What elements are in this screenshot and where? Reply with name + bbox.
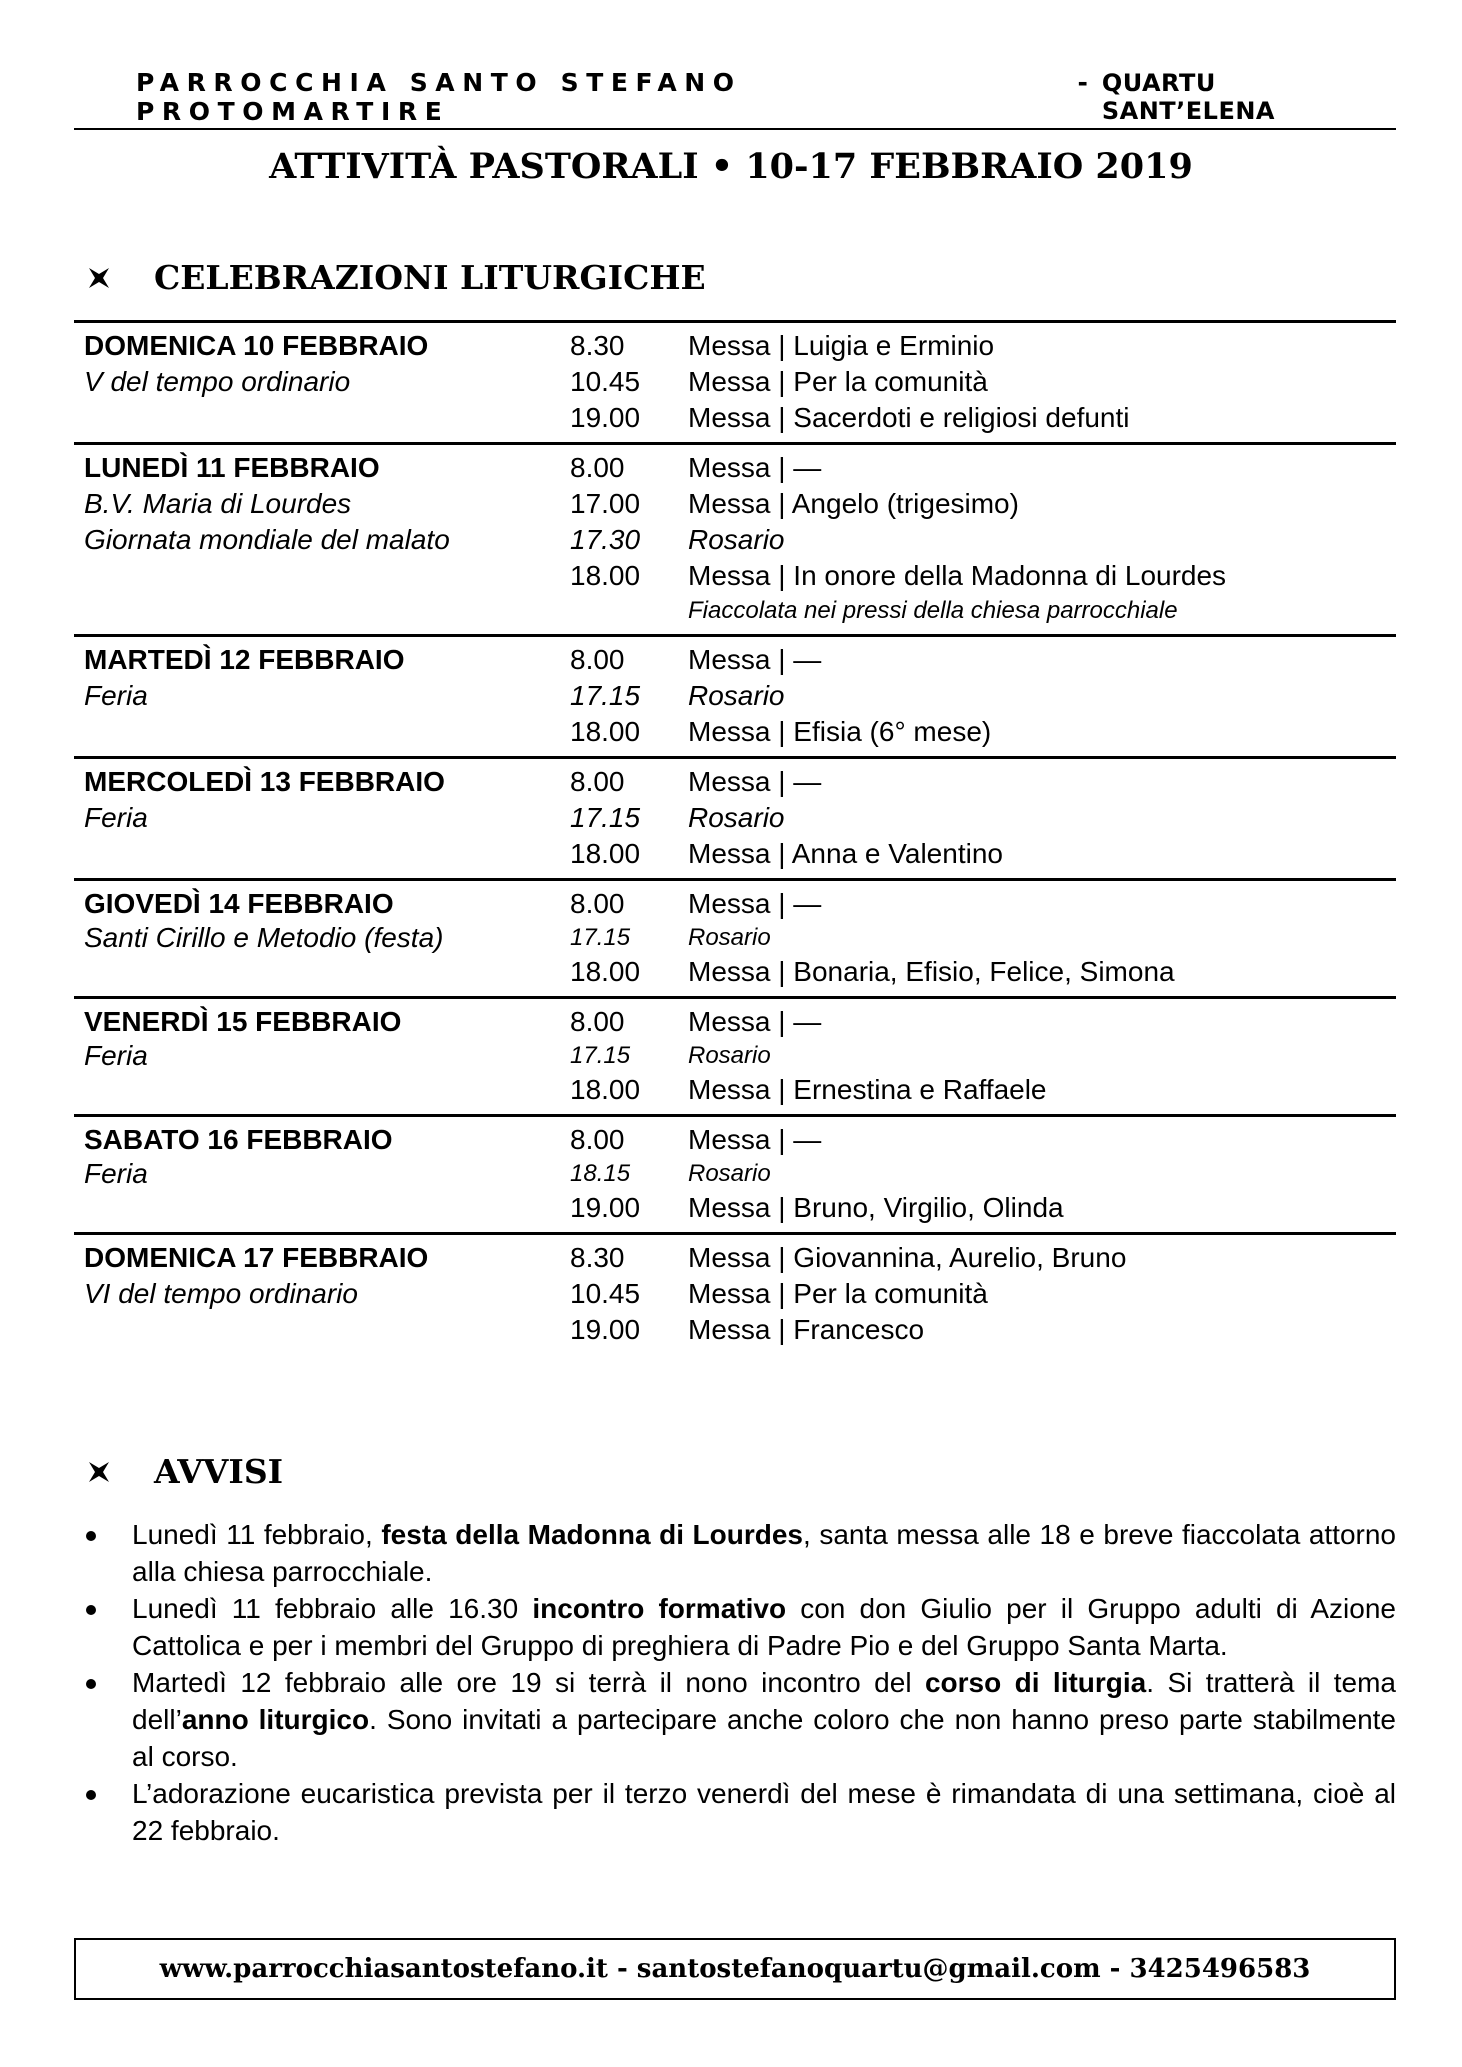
day-block: [74, 442, 1396, 634]
day-description: VI del tempo ordinario: [84, 1278, 358, 1309]
schedule-row: [74, 836, 1396, 872]
event-text: Messa | —: [688, 888, 822, 919]
avviso-text: [132, 1516, 1396, 1590]
day-block: [74, 878, 1396, 996]
event-text: Messa | Per la comunità: [688, 366, 988, 397]
bullet-icon: [74, 1775, 132, 1849]
parish-city: QUARTU SANT’ELENA: [1101, 69, 1276, 125]
event-text: Messa | Per la comunità: [688, 1278, 988, 1309]
avviso-segment: L’adorazione eucaristica prevista per il terzo venerdì del mese è rimandata di una settimana, cioè al 22 febbraio.: [132, 1778, 1396, 1846]
event-time: 17.15: [570, 802, 641, 833]
event-time: 17.15: [570, 924, 631, 951]
event-time: 18.15: [570, 1160, 631, 1187]
schedule-row: [74, 522, 1396, 558]
event-time: 18.00: [570, 716, 641, 747]
avviso-segment: Lunedì 11 febbraio,: [132, 1519, 382, 1550]
avviso-item: [74, 1664, 1396, 1775]
avviso-text: [132, 1775, 1396, 1849]
cross-star-icon: [88, 267, 110, 289]
avviso-segment: Martedì 12 febbraio alle ore 19 si terrà il nono incontro del: [132, 1667, 925, 1698]
avviso-segment: . Sono invitati a partecipare anche coloro che non hanno preso parte stabilmente al corso.: [132, 1704, 1396, 1772]
schedule-row: [74, 594, 1396, 628]
cross-star-icon: [88, 1461, 110, 1483]
day-description: Giornata mondiale del malato: [84, 524, 450, 555]
parish-header: [74, 68, 1396, 130]
day-block: [74, 1232, 1396, 1354]
avviso-highlight: corso di liturgia: [924, 1667, 1147, 1698]
day-description: Feria: [84, 1158, 148, 1189]
event-time: 8.30: [570, 1242, 625, 1273]
event-time: 8.00: [570, 766, 625, 797]
schedule-row: [74, 764, 1396, 800]
event-time: 18.00: [570, 1074, 641, 1105]
avviso-text: [132, 1590, 1396, 1664]
bullet-icon: [74, 1516, 132, 1590]
avviso-text: [132, 1664, 1396, 1775]
day-description: V del tempo ordinario: [84, 366, 351, 397]
event-text: Messa | Efisia (6° mese): [688, 716, 992, 747]
event-time: 17.15: [570, 680, 641, 711]
schedule-row: [74, 1276, 1396, 1312]
schedule-row: [74, 1240, 1396, 1276]
day-name: MERCOLEDÌ 13 FEBBRAIO: [84, 766, 445, 797]
event-text: Messa | —: [688, 1006, 822, 1037]
celebrazioni-heading: [88, 258, 706, 297]
schedule-row: [74, 1158, 1396, 1190]
event-text: Messa | Angelo (trigesimo): [688, 488, 1019, 519]
event-time: 8.00: [570, 452, 625, 483]
day-description: Santi Cirillo e Metodio (festa): [84, 922, 444, 953]
header-separator: -: [1077, 68, 1088, 97]
schedule-row: [74, 1190, 1396, 1226]
avviso-item: [74, 1590, 1396, 1664]
day-name: DOMENICA 10 FEBBRAIO: [84, 330, 429, 361]
event-time: 18.00: [570, 838, 641, 869]
event-time: 10.45: [570, 1278, 641, 1309]
event-text: Rosario: [688, 524, 785, 555]
avviso-item: [74, 1516, 1396, 1590]
schedule-row: [74, 800, 1396, 836]
day-block: [74, 320, 1396, 442]
event-time: 10.45: [570, 366, 641, 397]
day-description: B.V. Maria di Lourdes: [84, 488, 352, 519]
avvisi-heading: [88, 1452, 283, 1491]
day-name: GIOVEDÌ 14 FEBBRAIO: [84, 888, 394, 919]
schedule-row: [74, 364, 1396, 400]
bullet-icon: [74, 1590, 132, 1664]
day-name: LUNEDÌ 11 FEBBRAIO: [84, 452, 380, 483]
schedule-row: [74, 450, 1396, 486]
avviso-segment: , santa messa alle 18 e breve fiaccolata attorno alla chiesa parrocchiale.: [132, 1519, 1396, 1587]
event-time: 8.00: [570, 888, 625, 919]
event-text: Messa | Bruno, Virgilio, Olinda: [688, 1192, 1064, 1223]
contact-footer: [74, 1938, 1396, 2000]
event-text: Messa | Francesco: [688, 1314, 925, 1345]
event-text: Messa | —: [688, 644, 822, 675]
page-title: ATTIVITÀ PASTORALI • 10-17 FEBBRAIO 2019: [269, 146, 1193, 187]
parish-name: PARROCCHIA SANTO STEFANO PROTOMARTIRE: [136, 68, 742, 126]
avviso-segment: Lunedì 11 febbraio alle 16.30: [132, 1593, 533, 1624]
day-name: MARTEDÌ 12 FEBBRAIO: [84, 644, 405, 675]
event-text: Rosario: [688, 924, 771, 951]
event-text: Messa | —: [688, 766, 822, 797]
avvisi-heading-text: AVVISI: [154, 1452, 284, 1491]
event-time: 19.00: [570, 1192, 641, 1223]
day-name: DOMENICA 17 FEBBRAIO: [84, 1242, 429, 1273]
event-text: Fiaccolata nei pressi della chiesa parrocchiale: [688, 597, 1178, 624]
schedule-row: [74, 1040, 1396, 1072]
day-name: SABATO 16 FEBBRAIO: [84, 1124, 393, 1155]
avviso-highlight: festa della Madonna di Lourdes: [381, 1519, 803, 1550]
event-text: Messa | Sacerdoti e religiosi defunti: [688, 402, 1130, 433]
schedule-row: [74, 1312, 1396, 1348]
event-time: 17.15: [570, 1042, 631, 1069]
event-text: Messa | Ernestina e Raffaele: [688, 1074, 1047, 1105]
event-time: 18.00: [570, 956, 641, 987]
day-block: [74, 756, 1396, 878]
event-time: 19.00: [570, 402, 641, 433]
event-time: 8.00: [570, 1124, 625, 1155]
day-description: Feria: [84, 680, 148, 711]
event-text: Messa | —: [688, 452, 822, 483]
avviso-highlight: incontro formativo: [532, 1593, 787, 1624]
avviso-item: [74, 1775, 1396, 1849]
event-text: Messa | In onore della Madonna di Lourdes: [688, 560, 1227, 591]
schedule-row: [74, 558, 1396, 594]
schedule-row: [74, 642, 1396, 678]
event-text: Rosario: [688, 802, 785, 833]
bullet-icon: [74, 1664, 132, 1775]
event-text: Rosario: [688, 1160, 771, 1187]
schedule-row: [74, 678, 1396, 714]
schedule-row: [74, 486, 1396, 522]
schedule-row: [74, 1072, 1396, 1108]
schedule-row: [74, 328, 1396, 364]
avviso-segment: con don Giulio per il Gruppo adulti di Azione Cattolica e per i membri del Gruppo di preghiera di Padre Pio e del Gruppo Santa Marta.: [132, 1593, 1396, 1661]
schedule-row: [74, 1122, 1396, 1158]
schedule-row: [74, 922, 1396, 954]
schedule-row: [74, 954, 1396, 990]
schedule-row: [74, 714, 1396, 750]
event-time: 17.30: [570, 524, 641, 555]
event-time: 18.00: [570, 560, 641, 591]
day-block: [74, 1114, 1396, 1232]
event-text: Messa | Anna e Valentino: [688, 838, 1003, 869]
event-text: Messa | Giovannina, Aurelio, Bruno: [688, 1242, 1127, 1273]
event-time: 19.00: [570, 1314, 641, 1345]
event-time: 8.00: [570, 1006, 625, 1037]
event-text: Messa | Bonaria, Efisio, Felice, Simona: [688, 956, 1175, 987]
day-name: VENERDÌ 15 FEBBRAIO: [84, 1006, 402, 1037]
avviso-segment: . Si tratterà il tema dell’: [132, 1667, 1396, 1735]
schedule-row: [74, 1004, 1396, 1040]
day-block: [74, 996, 1396, 1114]
avvisi-list: [74, 1516, 1396, 1849]
celebrazioni-heading-text: CELEBRAZIONI LITURGICHE: [154, 258, 706, 297]
day-block: [74, 634, 1396, 756]
schedule-row: [74, 400, 1396, 436]
day-description: Feria: [84, 1040, 148, 1071]
event-text: Messa | —: [688, 1124, 822, 1155]
event-text: Messa | Luigia e Erminio: [688, 330, 995, 361]
avviso-highlight: anno liturgico: [181, 1704, 370, 1735]
day-description: Feria: [84, 802, 148, 833]
event-text: Rosario: [688, 680, 785, 711]
schedule-table: [74, 320, 1396, 1354]
event-time: 8.30: [570, 330, 625, 361]
event-text: Rosario: [688, 1042, 771, 1069]
event-time: 8.00: [570, 644, 625, 675]
contact-info: www.parrocchiasantostefano.it - santostefanoquartu@gmail.com - 3425496583: [159, 1954, 1311, 1984]
event-time: 17.00: [570, 488, 641, 519]
schedule-row: [74, 886, 1396, 922]
